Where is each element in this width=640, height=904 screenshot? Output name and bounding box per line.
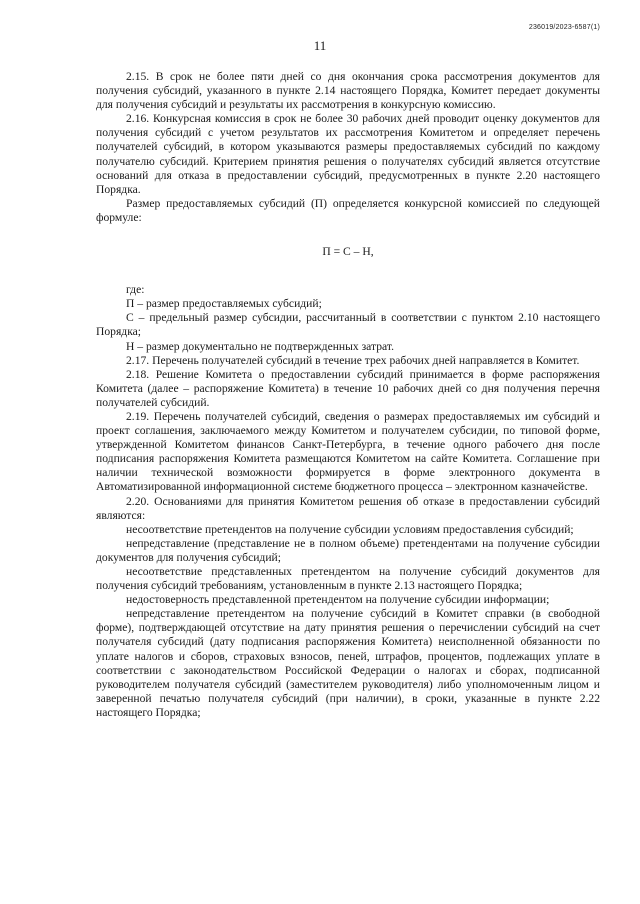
definition-p: П – размер предоставляемых субсидий;	[126, 297, 322, 311]
where-label: где:	[126, 283, 145, 297]
paragraph-2-18: 2.18. Решение Комитета о предоставлении субсидий принимается в форме распоряжения Комитета (далее – распоряжение Комитета) в течение 10 рабочих дней со дня получения перечня получателей субсидий.	[96, 367, 600, 409]
refusal-reason-5: непредставление претендентом на получение субсидий в Комитет справки (в свободной форме), подтверждающей отсутствие на дату принятия решения о перечислении субсидий на счет получателя субсидий (дату подписания распоряжения Комитета) неисполненной обязанности по уплате налогов и сборов, страховых взносов, пеней, штрафов, процентов, подлежащих уплате в соответствии с законодательством Российской Федерации о налогах и сборах, подписанной руководителем получателя субсидий (заместителем руководителя) либо уполномоченным лицом и заверенной печатью получателя субсидий (при наличии), в сроки, указанные в пункте 2.22 настоящего Порядка;	[96, 607, 600, 719]
paragraph-2-17: 2.17. Перечень получателей субсидий в течение трех рабочих дней направляется в Комитет.	[126, 353, 580, 367]
paragraph-size-intro: Размер предоставляемых субсидий (П) определяется конкурсной комиссией по следующей формуле:	[96, 196, 600, 224]
refusal-reason-2: непредставление (представление не в полном объеме) претендентами на получение субсидии документов для получения субсидий;	[96, 536, 600, 564]
paragraph-2-20: 2.20. Основаниями для принятия Комитетом решения об отказе в предоставлении субсидий являются:	[96, 494, 600, 522]
page-number: 11	[313, 38, 327, 53]
document-id: 236019/2023-6587(1)	[528, 24, 600, 31]
refusal-reason-4: недостоверность представленной претендентом на получение субсидии информации;	[126, 593, 550, 607]
refusal-reason-1: несоответствие претендентов на получение субсидии условиям предоставления субсидий;	[126, 522, 574, 536]
paragraph-2-19: 2.19. Перечень получателей субсидий, сведения о размерах предоставляемых им субсидий и проект соглашения, заключаемого между Комитетом и получателем субсидии, по типовой форме, утвержденной Комитетом финансов Санкт-Петербурга, в течение одного рабочего дня после подписания распоряжения Комитета размещаются Комитетом на сайте Комитета. Соглашение при наличии технической возможности формируется в форме электронного документа в Автоматизированной информационной системе бюджетного процесса – электронном казначействе.	[96, 409, 600, 494]
definition-c: С – предельный размер субсидии, рассчитанный в соответствии с пунктом 2.10 настоящего Порядка;	[96, 311, 600, 339]
paragraph-2-16: 2.16. Конкурсная комиссия в срок не более 30 рабочих дней проводит оценку документов для получения субсидий с учетом результатов их рассмотрения Комитетом и определяет перечень получателей субсидий, в котором указываются размеры предоставляемых субсидий по каждому получателю субсидий. Критерием принятия решения о получателях субсидий является отсутствие оснований для отказа в предоставлении субсидий, предусмотренных в пункте 2.20 настоящего Порядка.	[96, 112, 600, 196]
refusal-reason-3: несоответствие представленных претендентом на получение субсидий документов для получения субсидий требованиям, установленным в пункте 2.13 настоящего Порядка;	[96, 565, 600, 593]
formula: П = С – Н,	[322, 245, 374, 259]
document-body	[96, 70, 600, 720]
paragraph-2-15: 2.15. В срок не более пяти дней со дня окончания срока рассмотрения документов для получения субсидий, указанного в пункте 2.14 настоящего Порядка, Комитет передает документы для получения субсидий и результаты их рассмотрения в конкурсную комиссию.	[96, 70, 600, 112]
definition-h: Н – размер документально не подтвержденных затрат.	[126, 339, 394, 353]
